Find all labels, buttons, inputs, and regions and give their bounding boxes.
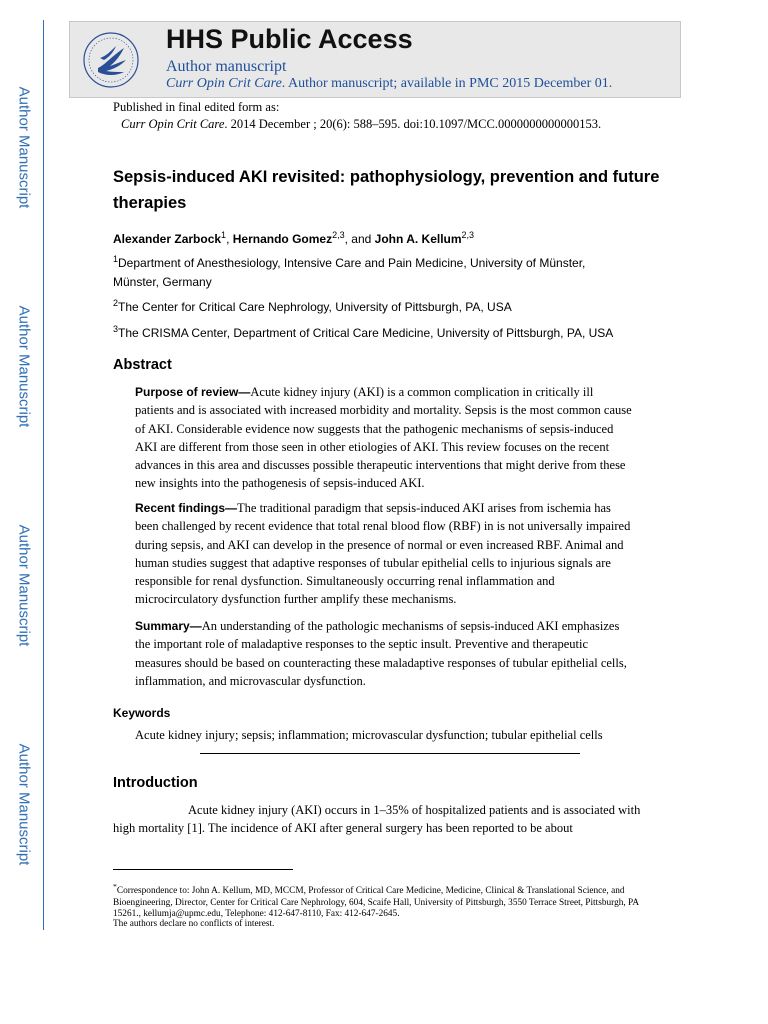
published-citation — [121, 117, 601, 132]
author-sup: 2,3 — [461, 230, 475, 240]
affiliation — [113, 294, 713, 317]
side-label-author-manuscript: Author Manuscript — [15, 305, 33, 427]
affiliation-text: The CRISMA Center, Department of Critical Care Medicine, University of Pittsburgh, PA, USA — [118, 326, 614, 340]
author-name: Alexander Zarbock — [113, 232, 222, 246]
author-list — [113, 230, 474, 246]
affiliation-sup: 1 — [113, 254, 119, 264]
correspondence-footnote — [113, 881, 653, 921]
conflicts-statement: The authors declare no conflicts of interest. — [113, 919, 275, 929]
abstract-purpose-label: Purpose of review— — [135, 385, 251, 399]
published-details: . 2014 December ; 20(6): 588–595. doi:10.1097/MCC.0000000000000153. — [224, 117, 602, 131]
abstract-summary-label: Summary— — [135, 619, 202, 633]
abstract-findings-text: The traditional paradigm that sepsis-induced AKI arises from ischemia has been challenged by recent evidence that total renal blood flow (RBF) in is not universally impaired during sepsis, and AKI can develop in the presence of normal or even increased RBF. Animal and human studies suggest that adaptive responses of tubular epithelial cells to injurious signals are responsible for renal dysfunction. Simultaneously occurring renal inflammation and microcirculatory dysfunction further amplify these mechanisms. — [135, 501, 631, 607]
keywords-heading: Keywords — [113, 706, 171, 720]
banner-availability-text: . Author manuscript; available in PMC 2015 December 01. — [281, 76, 613, 91]
author-sup: 2,3 — [332, 230, 345, 240]
banner-journal: Curr Opin Crit Care — [166, 76, 282, 91]
side-label-author-manuscript: Author Manuscript — [15, 743, 33, 865]
abstract-findings-label: Recent findings— — [135, 501, 238, 515]
abstract-summary-text: An understanding of the pathologic mechanisms of sepsis-induced AKI emphasizes the important role of maladaptive responses to the septic insult. Preventive and therapeutic measures should be based on counteracting these maladaptive responses of tubular epithelial cells, inflammation, and microvascular dysfunction. — [135, 619, 627, 688]
side-label-author-manuscript: Author Manuscript — [15, 86, 33, 208]
published-label: Published in final edited form as: — [113, 100, 280, 114]
affiliation — [113, 320, 713, 343]
published-journal: Curr Opin Crit Care — [121, 117, 225, 131]
affiliation-sup: 3 — [113, 324, 119, 334]
abstract-findings — [135, 499, 635, 609]
author-sep: , and — [344, 232, 375, 246]
introduction-text — [113, 801, 658, 838]
abstract-purpose-text: Acute kidney injury (AKI) is a common complication in critically ill patients and is associated with increased morbidity and mortality. Sepsis is the most common cause of AKI. Considerable evidence now suggests that the pathogenic mechanisms of sepsis-induced AKI are different from those seen in other etiologies of AKI. This review focuses on the recent advances in this area and discusses possible therapeutic interventions that might derive from these new insights into the pathogenesis of sepsis-induced AKI. — [135, 385, 632, 491]
footnote-divider — [113, 869, 293, 870]
author-name: Hernando Gomez — [232, 232, 333, 246]
affiliation-text: The Center for Critical Care Nephrology, University of Pittsburgh, PA, USA — [118, 300, 512, 314]
article-title: Sepsis-induced AKI revisited: pathophysiology, prevention and future therapies — [113, 168, 660, 212]
author-name: John A. Kellum — [374, 232, 462, 246]
abstract-heading: Abstract — [113, 357, 172, 373]
banner-subtitle: Author manuscript — [166, 58, 287, 75]
abstract-summary — [135, 617, 635, 690]
affiliation — [113, 250, 633, 292]
hhs-eagle-logo-icon — [80, 28, 146, 92]
affiliation-text: Department of Anesthesiology, Intensive Care and Pain Medicine, University of Münster, Münster, Germany — [113, 256, 586, 289]
introduction-heading: Introduction — [113, 775, 198, 791]
banner-title: HHS Public Access — [166, 24, 413, 54]
abstract-purpose — [135, 383, 635, 493]
banner-availability — [166, 76, 612, 92]
keywords-divider — [200, 753, 580, 754]
side-label-author-manuscript: Author Manuscript — [15, 524, 33, 646]
hhs-public-access-banner — [69, 21, 681, 98]
author-sup: 1 — [221, 230, 227, 240]
author-sep: , — [226, 232, 233, 246]
footnote-text: Correspondence to: John A. Kellum, MD, MCCM, Professor of Critical Care Medicine, Medicine, Clinical & Translational Science, and Bioengineering, Director, Center for Critical Care Nephrology, 604, Scaife Hall, University of Pittsburgh, 3550 Terrace Street, Pittsburgh, PA 15261., kellumja@upmc.edu, Telephone: 412-647-8110, Fax: 412-647-2645. — [113, 886, 639, 920]
footnote-marker: * — [113, 882, 117, 891]
introduction-body: Acute kidney injury (AKI) occurs in 1–35% of hospitalized patients and is associated with high mortality [1]. The incidence of AKI after general surgery has been reported to be about — [113, 803, 641, 836]
affiliation-sup: 2 — [113, 298, 119, 308]
keywords-text: Acute kidney injury; sepsis; inflammation; microvascular dysfunction; tubular epithelial cells — [135, 728, 603, 742]
